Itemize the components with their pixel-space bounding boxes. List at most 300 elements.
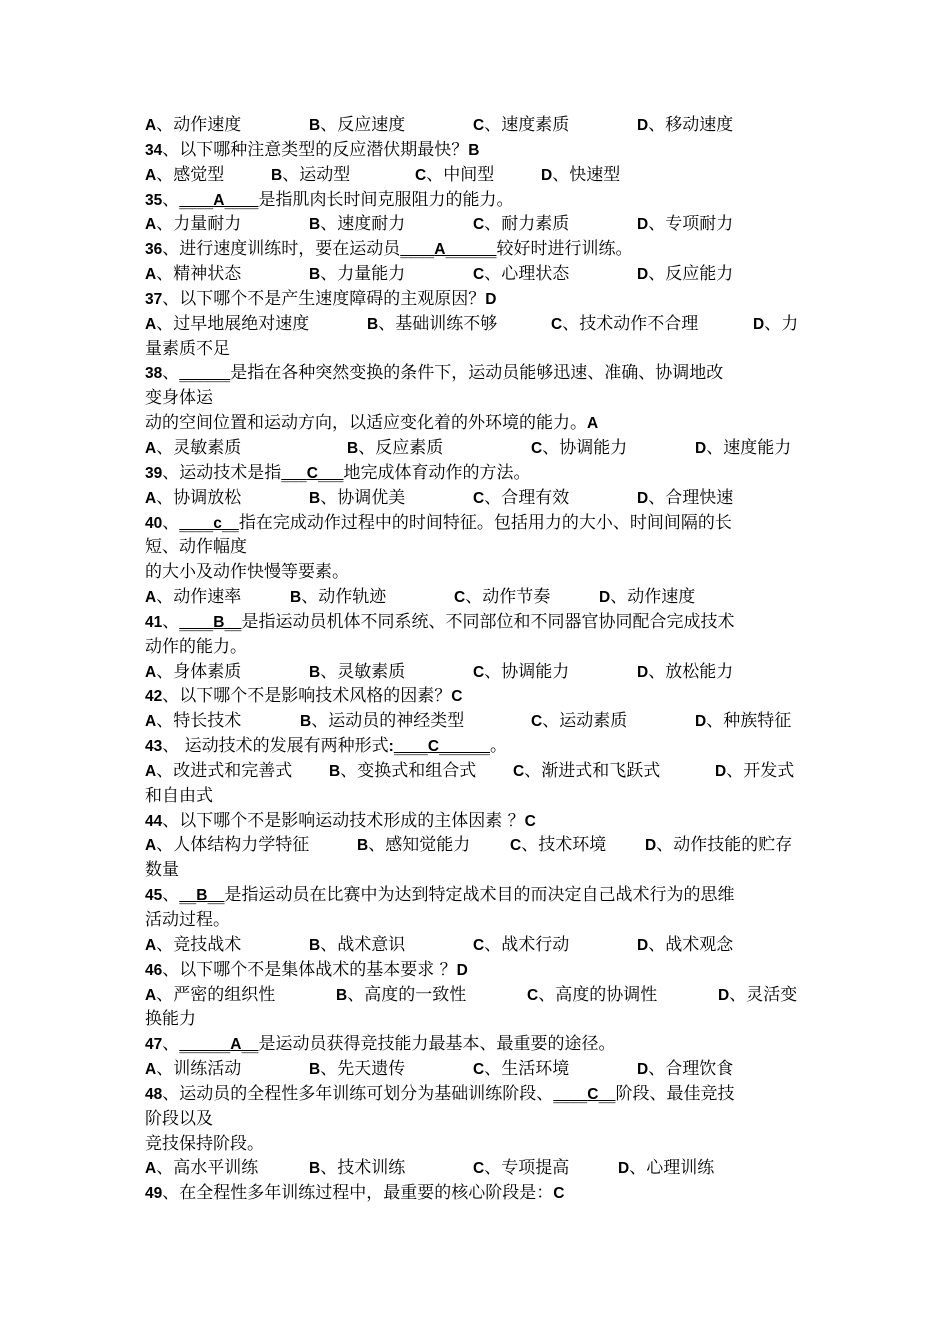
answer-option xyxy=(347,436,531,462)
answer-option xyxy=(145,436,347,462)
text-run: 、动作轨迹 xyxy=(301,587,387,608)
text-run: D xyxy=(715,762,727,780)
answer-option xyxy=(309,1156,473,1182)
text-run: 是指运动员机体不同系统、不同部位和不同器官协同配合完成技术 xyxy=(241,611,735,632)
text-run: 42 xyxy=(145,688,163,706)
text-run: D xyxy=(599,589,611,607)
text-run: 49 xyxy=(145,1185,163,1203)
text-line xyxy=(145,237,817,262)
text-run: 、动作技能的贮存 xyxy=(656,835,793,856)
text-run: 、运动员的神经类型 xyxy=(311,711,465,732)
text-line xyxy=(145,287,817,312)
text-run: ____ xyxy=(400,239,435,260)
text-run: 43 xyxy=(145,738,163,756)
text-run: C xyxy=(524,812,536,830)
text-run: A xyxy=(145,315,157,333)
text-run: ____ xyxy=(179,611,214,632)
text-line xyxy=(145,858,817,883)
text-run: 活动过程。 xyxy=(145,910,230,930)
answer-options-row xyxy=(145,113,817,138)
text-run: 、速度素质 xyxy=(484,115,570,135)
text-run: A xyxy=(145,589,157,607)
text-run: 、生活环境 xyxy=(484,1059,570,1080)
text-run: __ xyxy=(598,1083,616,1104)
text-run: 、运动员的全程性多年训练可划分为基础训练阶段、 xyxy=(162,1083,554,1104)
text-run: D xyxy=(637,266,649,284)
text-run: B xyxy=(329,762,341,780)
text-run: 、力量耐力 xyxy=(156,214,242,235)
text-run: C xyxy=(306,464,318,482)
text-run: D xyxy=(637,1061,649,1079)
text-run: B xyxy=(468,141,480,159)
text-run: 、训练活动 xyxy=(156,1059,242,1080)
answer-options-row xyxy=(145,933,817,958)
text-run: C xyxy=(527,986,539,1004)
answer-option xyxy=(473,933,637,959)
text-run: 动作的能力。 xyxy=(145,636,247,657)
text-run: 、战术意识 xyxy=(320,934,406,955)
text-run: C xyxy=(510,837,522,855)
text-run: D xyxy=(637,117,649,134)
answer-option xyxy=(145,113,309,139)
answer-option xyxy=(145,709,300,735)
answer-option xyxy=(645,833,815,859)
answer-option xyxy=(145,486,309,512)
answer-option xyxy=(145,212,309,238)
answer-option xyxy=(415,163,541,189)
text-run: 、专项提高 xyxy=(484,1158,570,1179)
text-run: 、动作速度 xyxy=(156,115,242,135)
text-run: D xyxy=(456,961,468,979)
text-run: D xyxy=(718,986,730,1004)
text-run: 量素质不足 xyxy=(145,338,230,359)
answer-option xyxy=(357,833,510,859)
text-run: C xyxy=(513,762,525,780)
text-line xyxy=(145,1032,817,1057)
text-run: 。 xyxy=(490,736,508,757)
text-run: __ xyxy=(179,885,197,906)
answer-option xyxy=(336,983,527,1009)
text-run: A xyxy=(213,191,225,209)
text-line xyxy=(145,1007,817,1032)
text-run: A xyxy=(145,762,157,780)
answer-option xyxy=(145,983,336,1009)
text-run: 36 xyxy=(145,241,163,259)
text-run: __ xyxy=(221,512,239,533)
text-run: 、竞技战术 xyxy=(156,934,242,955)
text-run: D xyxy=(637,489,649,507)
text-run: C xyxy=(473,117,485,134)
text-run: 34 xyxy=(145,141,163,159)
answer-option xyxy=(715,759,815,785)
text-run: 数量 xyxy=(145,860,179,881)
text-line xyxy=(145,411,817,436)
text-run: ______ xyxy=(439,736,491,757)
text-run: C xyxy=(454,589,466,607)
text-run: 、协调能力 xyxy=(484,661,570,682)
text-run: 、战术观念 xyxy=(648,934,734,955)
text-run: 、技术动作不合理 xyxy=(562,313,699,334)
text-line xyxy=(145,883,817,908)
text-run: 35 xyxy=(145,191,163,209)
text-run: 变身体运 xyxy=(145,388,213,409)
answer-option xyxy=(145,1156,309,1182)
text-run: : xyxy=(388,738,394,756)
answer-option xyxy=(637,486,797,512)
text-run: 、合理饮食 xyxy=(648,1059,734,1080)
answer-option xyxy=(145,1057,309,1083)
text-line xyxy=(145,809,817,834)
answer-option xyxy=(599,585,759,611)
text-run: 37 xyxy=(145,290,163,308)
text-run: 、以下哪种注意类型的反应潜伏期最快？ xyxy=(162,139,469,160)
text-run: 、反应素质 xyxy=(358,437,444,458)
answer-option xyxy=(637,212,797,238)
answer-option xyxy=(513,759,715,785)
text-run: 、心理状态 xyxy=(484,264,570,285)
text-run: C xyxy=(473,216,485,234)
text-run: 是指肌肉长时间克服阻力的能力。 xyxy=(258,189,514,210)
text-run: B xyxy=(309,216,321,234)
text-run: 、速度耐力 xyxy=(320,214,406,235)
answer-option xyxy=(695,436,815,462)
text-run: A xyxy=(145,1061,157,1079)
text-run: D xyxy=(695,713,707,731)
text-run: 、动作速度 xyxy=(610,587,696,608)
text-run: C xyxy=(553,1185,565,1203)
text-run: 、反应速度 xyxy=(320,115,406,135)
text-run: B xyxy=(357,837,369,855)
text-run: ______ xyxy=(179,363,231,384)
text-run: 、感知觉能力 xyxy=(368,835,471,856)
text-run: C xyxy=(473,266,485,284)
text-run: 、种族特征 xyxy=(706,711,792,732)
text-run: ____ xyxy=(179,189,214,210)
text-line xyxy=(145,958,817,983)
text-run: ____ xyxy=(179,512,214,533)
answer-option xyxy=(145,163,271,189)
text-run: C xyxy=(531,713,543,731)
text-run: A xyxy=(145,713,157,731)
text-run: A xyxy=(145,439,157,457)
text-run: 阶段、最佳竞技 xyxy=(615,1083,735,1104)
answer-option xyxy=(454,585,599,611)
text-run: A xyxy=(145,166,157,184)
text-run: ___ xyxy=(317,462,344,483)
answer-option xyxy=(637,113,797,139)
answer-option xyxy=(145,585,290,611)
answer-option xyxy=(290,585,454,611)
text-run: c xyxy=(213,514,222,532)
text-run: ____ xyxy=(224,189,259,210)
answer-option xyxy=(309,1057,473,1083)
text-run: ____ xyxy=(393,736,428,757)
text-line xyxy=(145,337,817,362)
text-run: 、以下哪个不是集体战术的基本要求 ？ xyxy=(162,959,457,980)
answer-options-row xyxy=(145,1057,817,1082)
text-run: 47 xyxy=(145,1036,163,1054)
answer-options-row xyxy=(145,1156,817,1181)
text-run: D xyxy=(618,1160,630,1178)
text-run: 、人体结构力学特征 xyxy=(156,835,310,856)
answer-option xyxy=(473,262,637,288)
text-run: 、中间型 xyxy=(426,164,495,185)
text-run: D xyxy=(637,663,649,681)
text-run: 、技术环境 xyxy=(521,835,607,856)
answer-option xyxy=(510,833,645,859)
text-run: 指在完成动作过程中的时间特征。包括用力的大小、时间间隔的长 xyxy=(238,512,732,533)
text-line xyxy=(145,188,817,213)
text-run: 、身体素质 xyxy=(156,661,242,682)
text-run: 、力 xyxy=(764,313,799,334)
text-run: 39 xyxy=(145,464,163,482)
answer-option xyxy=(473,212,637,238)
answer-option xyxy=(309,933,473,959)
text-run: 、耐力素质 xyxy=(484,214,570,235)
answer-options-row xyxy=(145,486,817,511)
text-run: C xyxy=(451,688,463,706)
text-line xyxy=(145,1181,817,1206)
text-run: 、精神状态 xyxy=(156,264,242,285)
text-run: 、 xyxy=(162,512,180,533)
text-run: A xyxy=(145,986,157,1004)
text-run: A xyxy=(145,489,157,507)
answer-option xyxy=(637,660,797,686)
text-run: 、 xyxy=(162,885,180,906)
text-run: A xyxy=(145,117,157,134)
text-run: 45 xyxy=(145,887,163,905)
text-run: C xyxy=(473,936,485,954)
text-run: B xyxy=(336,986,348,1004)
text-run: C xyxy=(551,315,563,333)
text-run: B xyxy=(309,489,321,507)
text-run: C xyxy=(473,663,485,681)
text-run: 、合理有效 xyxy=(484,487,570,508)
text-line xyxy=(145,535,817,560)
answer-option xyxy=(637,262,797,288)
text-run: 、 xyxy=(162,1034,180,1055)
text-run: 、运动素质 xyxy=(542,711,628,732)
text-run: 、灵敏素质 xyxy=(320,661,406,682)
answer-options-row xyxy=(145,759,817,784)
text-run: 、反应能力 xyxy=(648,264,734,285)
text-run: 是运动员获得竞技能力最基本、最重要的途径。 xyxy=(258,1034,616,1055)
text-line xyxy=(145,361,817,386)
answer-option xyxy=(541,163,671,189)
text-run: 、感觉型 xyxy=(156,164,225,185)
answer-option xyxy=(618,1156,778,1182)
answer-options-row xyxy=(145,833,817,858)
text-run: B xyxy=(196,887,208,905)
text-run: 48 xyxy=(145,1085,163,1103)
text-run: 、以下哪个不是影响运动技术形成的主体因素 ？ xyxy=(162,810,525,831)
text-line xyxy=(145,138,817,163)
answer-option xyxy=(637,933,797,959)
answer-option xyxy=(309,660,473,686)
text-line xyxy=(145,784,817,809)
text-run: 、高度的一致性 xyxy=(347,984,467,1005)
text-run: 、协调放松 xyxy=(156,487,242,508)
text-run: 、专项耐力 xyxy=(648,214,734,235)
text-run: 38 xyxy=(145,365,163,383)
text-run: 、以下哪个不是影响技术风格的因素？ xyxy=(162,686,452,707)
text-run: 、运动技术是指 xyxy=(162,462,282,483)
text-run: D xyxy=(485,290,497,308)
text-run: 、过早地展绝对速度 xyxy=(156,313,310,334)
answer-option xyxy=(145,262,309,288)
text-run: 46 xyxy=(145,961,163,979)
text-run: B xyxy=(271,166,283,184)
answer-option xyxy=(473,113,637,139)
text-run: 和自由式 xyxy=(145,785,213,806)
answer-options-row xyxy=(145,660,817,685)
text-run: 地完成体育动作的方法。 xyxy=(343,462,531,483)
answer-option xyxy=(473,1156,618,1182)
text-run: 、合理快速 xyxy=(648,487,734,508)
text-run: 、 xyxy=(162,363,180,384)
text-run: 、放松能力 xyxy=(648,661,734,682)
text-run: A xyxy=(145,663,157,681)
text-run: D xyxy=(753,315,765,333)
text-run: 、力量能力 xyxy=(320,264,406,285)
text-run: __ xyxy=(224,611,242,632)
text-run: 、变换式和组合式 xyxy=(340,760,477,781)
text-run: 41 xyxy=(145,613,163,631)
text-run: 是指在各种突然变换的条件下，运动员能够迅速、准确、协调地改 xyxy=(230,363,724,384)
text-run: __ xyxy=(241,1034,259,1055)
text-run: 动的空间位置和运动方向，以适应变化着的外环境的能力。 xyxy=(145,413,587,434)
text-run: B xyxy=(309,1160,321,1178)
text-run: 、技术训练 xyxy=(320,1158,406,1179)
text-line xyxy=(145,635,817,660)
text-run: 短、动作幅度 xyxy=(145,537,247,558)
answer-options-row xyxy=(145,436,817,461)
text-run: ______ xyxy=(445,239,497,260)
answer-option xyxy=(753,312,813,338)
text-run: A xyxy=(145,216,157,234)
text-run: 、进行速度训练时，要在运动员 xyxy=(162,239,401,260)
text-run: 、基础训练不够 xyxy=(378,313,498,334)
answer-option xyxy=(309,262,473,288)
text-run: C xyxy=(427,738,440,756)
text-line xyxy=(145,1107,817,1132)
text-run: D xyxy=(541,166,553,184)
text-line xyxy=(145,908,817,933)
text-run: 阶段以及 xyxy=(145,1108,213,1129)
text-run: 的大小及动作快慢等要素。 xyxy=(145,562,349,583)
answer-option xyxy=(718,983,818,1009)
text-run: D xyxy=(645,837,657,855)
text-run: A xyxy=(145,837,157,855)
text-run: B xyxy=(300,713,312,731)
answer-options-row xyxy=(145,262,817,287)
text-run: 、 xyxy=(162,611,180,632)
answer-option xyxy=(309,486,473,512)
answer-option xyxy=(473,660,637,686)
text-run: 、运动型 xyxy=(282,164,351,185)
text-line xyxy=(145,560,817,585)
text-run: B xyxy=(367,315,379,333)
text-run: D xyxy=(637,216,649,234)
answer-options-row xyxy=(145,983,817,1008)
text-run: 、开发式 xyxy=(726,760,795,781)
text-run: 、 运动技术的发展有两种形式 xyxy=(162,736,389,757)
answer-option xyxy=(551,312,753,338)
text-run: 、先天遗传 xyxy=(320,1059,406,1080)
text-run: 、渐进式和飞跃式 xyxy=(524,760,661,781)
text-run: 、心理训练 xyxy=(629,1158,715,1179)
text-run: 、灵活变 xyxy=(729,984,798,1005)
text-run: 、战术行动 xyxy=(484,934,570,955)
answer-options-row xyxy=(145,163,817,188)
text-run: 、动作节奏 xyxy=(465,587,551,608)
text-run: 、在全程性多年训练过程中，最重要的核心阶段是： xyxy=(162,1183,554,1204)
text-run: 、严密的组织性 xyxy=(156,984,276,1005)
text-run: 、特长技术 xyxy=(156,711,242,732)
text-run: C xyxy=(473,1160,485,1178)
text-run: 较好时进行训练。 xyxy=(496,239,633,260)
text-run: B xyxy=(309,936,321,954)
answer-option xyxy=(473,486,637,512)
text-run: 40 xyxy=(145,514,163,532)
answer-option xyxy=(473,1057,637,1083)
text-run: A xyxy=(145,1160,157,1178)
text-run: ___ xyxy=(281,462,307,483)
text-line xyxy=(145,461,817,486)
text-run: 、灵敏素质 xyxy=(156,437,242,458)
text-run: A xyxy=(230,1036,242,1054)
text-run: 、快速型 xyxy=(552,164,621,185)
text-run: B xyxy=(347,439,359,457)
text-run: 、改进式和完善式 xyxy=(156,760,293,781)
answer-option xyxy=(367,312,551,338)
text-run: C xyxy=(531,439,543,457)
answer-option xyxy=(145,759,329,785)
text-run: A xyxy=(145,936,157,954)
text-line xyxy=(145,734,817,759)
text-run: 、以下哪个不是产生速度障碍的主观原因？ xyxy=(162,288,486,309)
text-line xyxy=(145,1132,817,1157)
text-line xyxy=(145,1082,817,1107)
text-run: 、移动速度 xyxy=(648,115,734,135)
text-run: B xyxy=(309,663,321,681)
answer-options-row xyxy=(145,709,817,734)
answer-option xyxy=(329,759,513,785)
text-run: 竞技保持阶段。 xyxy=(145,1133,264,1154)
text-run: B xyxy=(309,266,321,284)
answer-option xyxy=(695,709,815,735)
text-run: ______ xyxy=(179,1034,231,1055)
answer-option xyxy=(271,163,415,189)
answer-option xyxy=(309,212,473,238)
text-run: 是指运动员在比赛中为达到特定战术目的而决定自己战术行为的思维 xyxy=(224,885,735,906)
text-run: ____ xyxy=(553,1083,588,1104)
answer-options-row xyxy=(145,212,817,237)
text-run: C xyxy=(415,166,427,184)
answer-option xyxy=(145,833,357,859)
text-run: B xyxy=(213,613,225,631)
text-run: B xyxy=(290,589,302,607)
answer-option xyxy=(309,113,473,139)
text-run: 、协调优美 xyxy=(320,487,406,508)
text-run: 换能力 xyxy=(145,1009,196,1030)
text-run: 44 xyxy=(145,812,163,830)
text-run: C xyxy=(473,489,485,507)
answer-options-row xyxy=(145,312,817,337)
answer-options-row xyxy=(145,585,817,610)
text-run: D xyxy=(695,439,707,457)
document-page xyxy=(145,113,817,1206)
